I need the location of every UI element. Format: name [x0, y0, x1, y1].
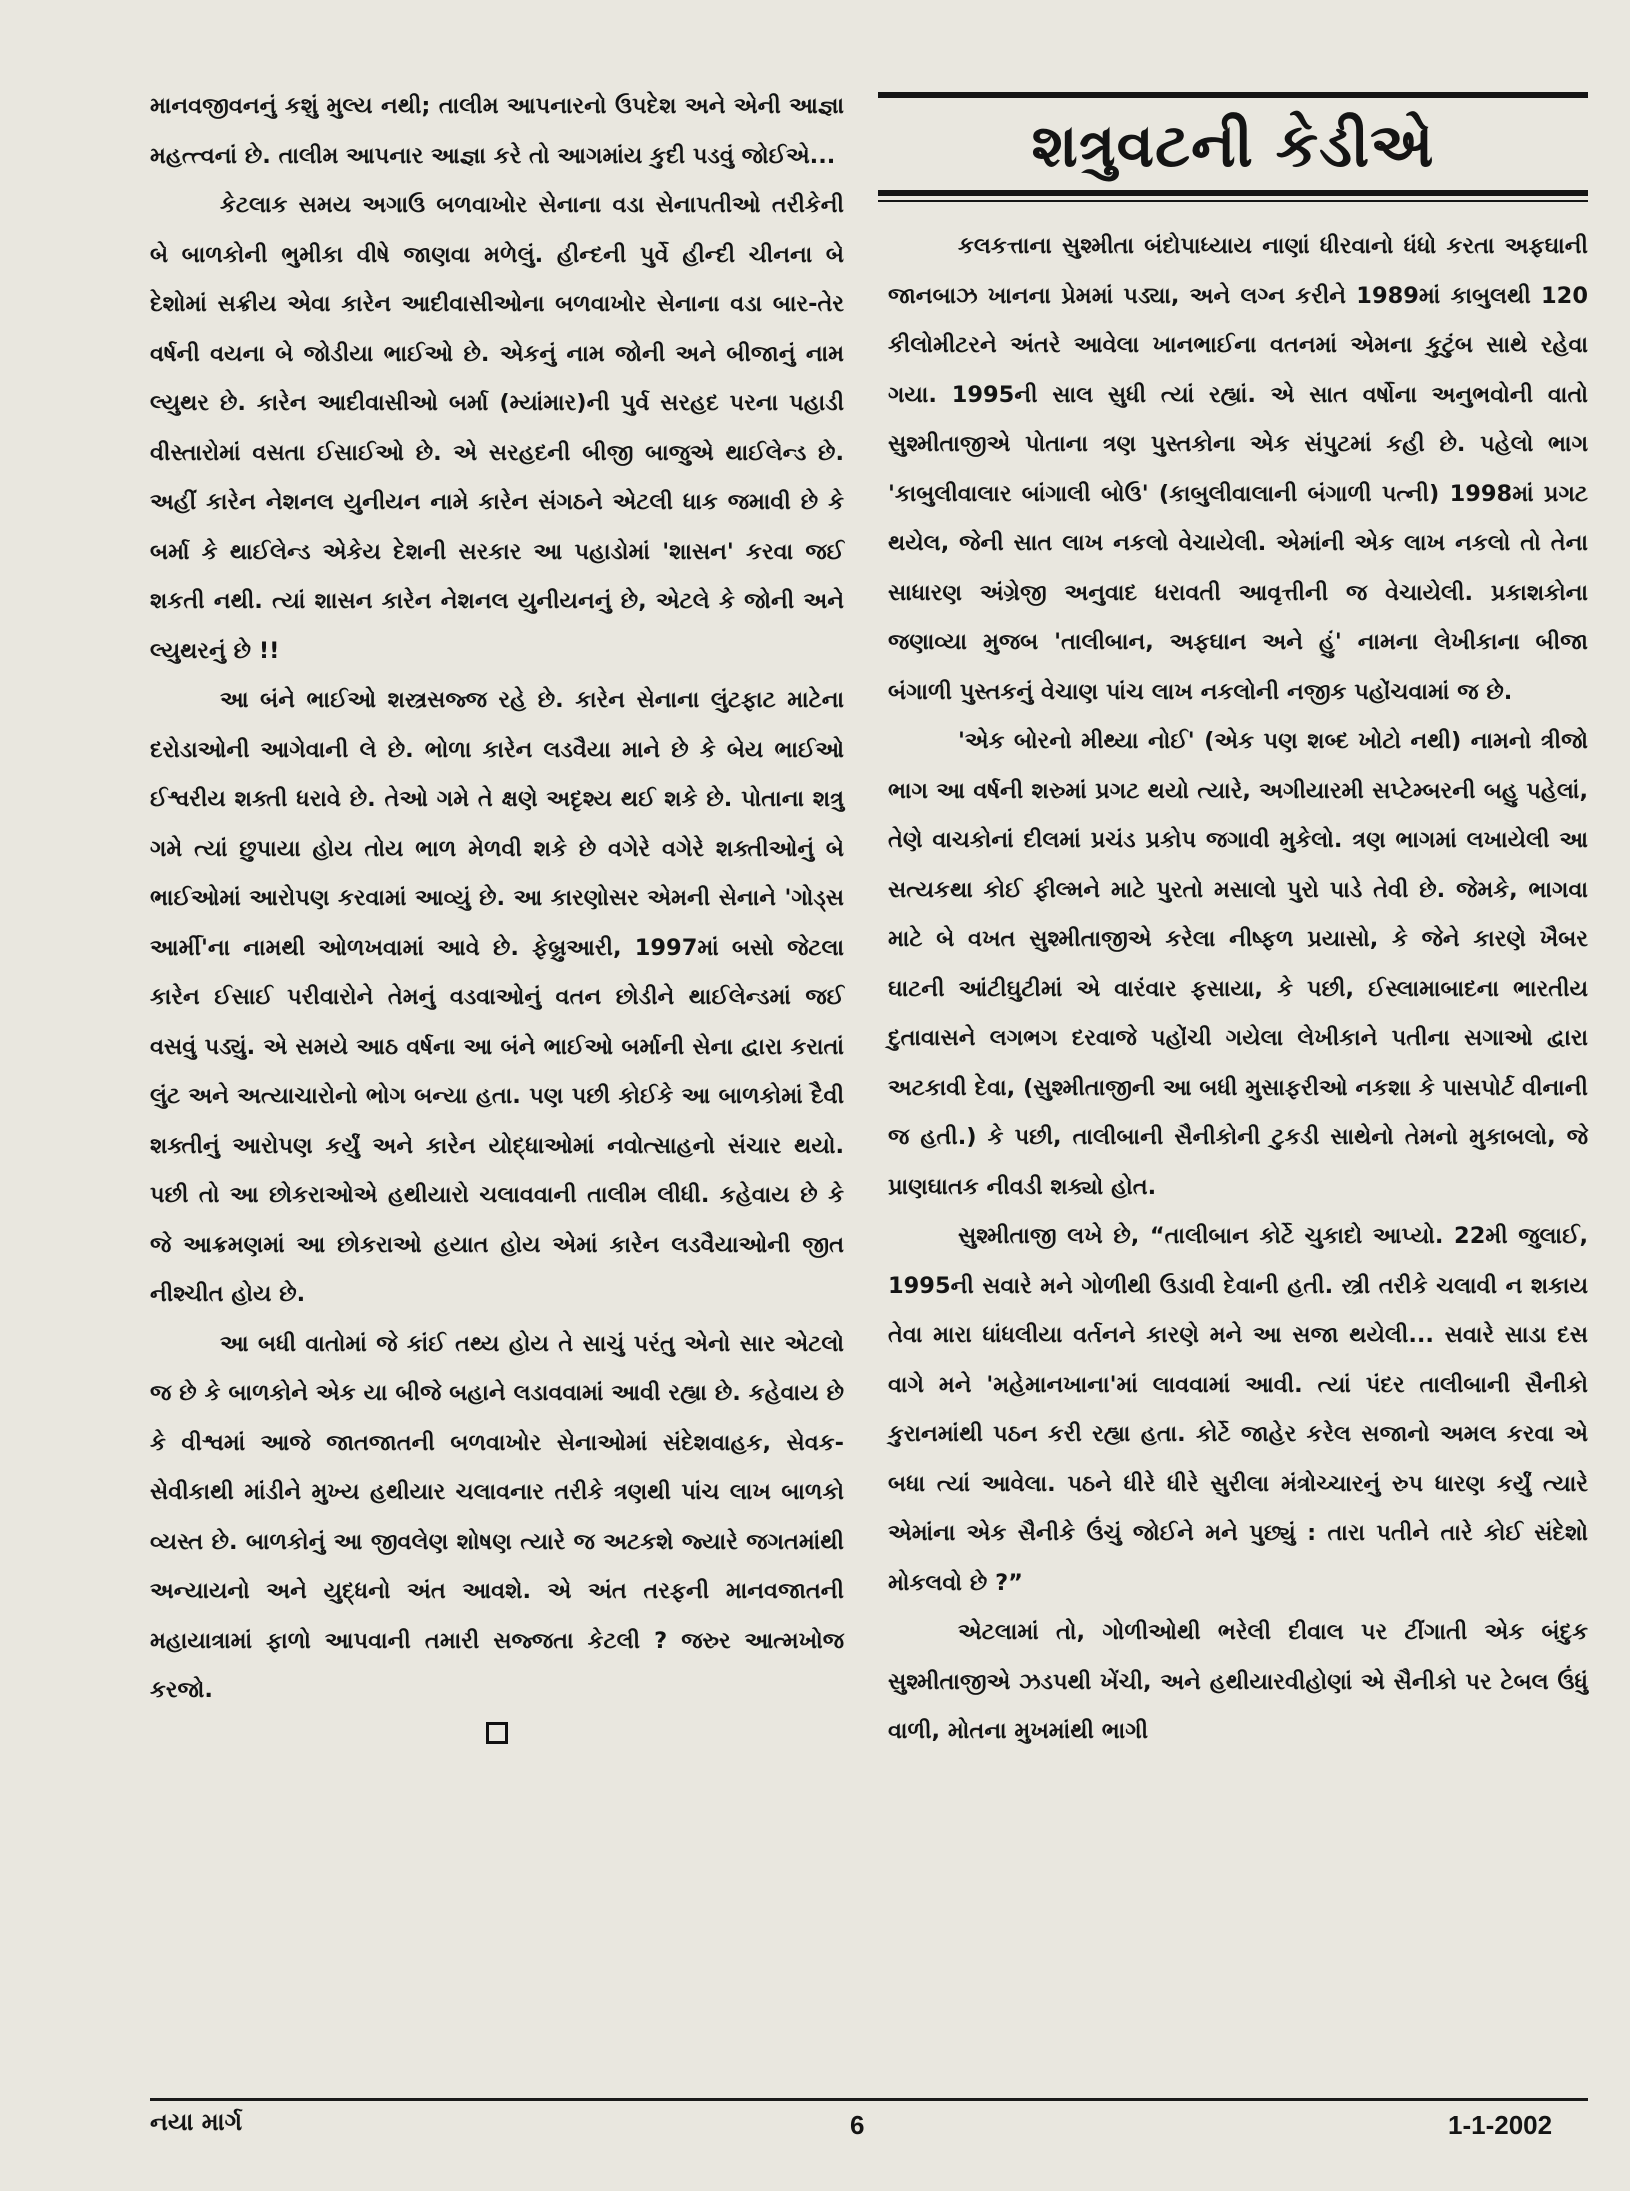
paragraph: કલકત્તાના સુશ્મીતા બંદોપાધ્યાય નાણાં ધીરવાનો ધંધો કરતા અફઘાની જાનબાઝ ખાનના પ્રેમમાં પડ્યા, અને લગ્ન કરીને 1989માં કાબુલથી 120 કીલોમીટરને અંતરે આવેલા ખાનભાઈના વતનમાં એમના કુટુંબ સાથે રહેવા ગયા. 1995ની સાલ સુધી ત્યાં રહ્યાં. એ સાત વર્ષોના અનુભવોની વાતો સુશ્મીતાજીએ પોતાના ત્રણ પુસ્તકોના એક સંપુટમાં કહી છે. પહેલો ભાગ 'કાબુલીવાલાર બાંગાલી બોઉ' (કાબુલીવાલાની બંગાળી પત્ની) 1998માં પ્રગટ થયેલ, જેની સાત લાખ નકલો વેચાયેલી. એમાંની એક લાખ નકલો તો તેના સાધારણ અંગ્રેજી અનુવાદ ધરાવતી આવૃત્તીની જ વેચાયેલી. પ્રકાશકોના જણાવ્યા મુજબ 'તાલીબાન, અફઘાન અને હું' નામના લેખીકાના બીજા બંગાળી પુસ્તકનું વેચાણ પાંચ લાખ નકલોની નજીક પહોંચવામાં જ છે. — [888, 233, 1588, 705]
paragraph: આ બધી વાતોમાં જે કાંઈ તથ્ય હોય તે સાચું પરંતુ એનો સાર એટલો જ છે કે બાળકોને એક યા બીજે બહાને લડાવવામાં આવી રહ્યા છે. કહેવાય છે કે વીશ્વમાં આજે જાતજાતની બળવાખોર સેનાઓમાં સંદેશવાહક, સેવક-સેવીકાથી માંડીને મુખ્ય હથીયાર ચલાવનાર તરીકે ત્રણથી પાંચ લાખ બાળકો વ્યસ્ત છે. બાળકોનું આ જીવલેણ શોષણ ત્યારે જ અટકશે જ્યારે જગતમાંથી અન્યાયનો અને યુદ્ધનો અંત આવશે. એ અંત તરફની માનવજાતની મહાયાત્રામાં ફાળો આપવાની તમારી સજ્જતા કેટલી ? જરુર આત્મખોજ કરજો. — [150, 1330, 844, 1703]
left-column — [150, 82, 844, 1744]
magazine-name: નયા માર્ગ — [150, 2108, 243, 2136]
article-title-banner — [878, 92, 1588, 204]
page-number: 6 — [850, 2110, 865, 2140]
divider — [878, 92, 1588, 98]
paragraph: આ બંને ભાઈઓ શસ્ત્રસજ્જ રહે છે. કારેન સેનાના લુંટફાટ માટેના દરોડાઓની આગેવાની લે છે. ભોળા કારેન લડવૈયા માને છે કે બેય ભાઈઓ ઈશ્વરીય શક્તી ધરાવે છે. તેઓ ગમે તે ક્ષણે અદૃશ્ય થઈ શકે છે. પોતાના શત્રુ ગમે ત્યાં છુપાયા હોય તોય ભાળ મેળવી શકે છે વગેરે વગેરે શક્તીઓનું બે ભાઈઓમાં આરોપણ કરવામાં આવ્યું છે. આ કારણોસર એમની સેનાને 'ગોડ્સ આર્મી'ના નામથી ઓળખવામાં આવે છે. ફેબ્રુઆરી, 1997માં બસો જેટલા કારેન ઈસાઈ પરીવારોને તેમનું વડવાઓનું વતન છોડીને થાઈલેન્ડમાં જઈ વસવું પડ્યું. એ સમયે આઠ વર્ષના આ બંને ભાઈઓ બર્માની સેના દ્વારા કરાતાં લુંટ અને અત્યાચારોનો ભોગ બન્યા હતા. પણ પછી કોઈકે આ બાળકોમાં દૈવી શક્તીનું આરોપણ કર્યું અને કારેન યોદ્ધાઓમાં નવોત્સાહનો સંચાર થયો. પછી તો આ છોકરાઓએ હથીયારો ચલાવવાની તાલીમ લીધી. કહેવાય છે કે જે આક્રમણમાં આ છોકરાઓ હયાત હોય એમાં કારેન લડવૈયાઓની જીત નીશ્ચીત હોય છે. — [150, 687, 844, 1307]
footer-divider — [150, 2098, 1588, 2101]
paragraph: 'એક બોરનો મીથ્યા નોઈ' (એક પણ શબ્દ ખોટો નથી) નામનો ત્રીજો ભાગ આ વર્ષની શરુમાં પ્રગટ થયો ત્યારે, અગીયારમી સપ્ટેમ્બરની બહુ પહેલાં, તેણે વાચકોનાં દીલમાં પ્રચંડ પ્રકોપ જગાવી મુકેલો. ત્રણ ભાગમાં લખાયેલી આ સત્યકથા કોઈ ફીલ્મને માટે પુરતો મસાલો પુરો પાડે તેવી છે. જેમકે, ભાગવા માટે બે વખત સુશ્મીતાજીએ કરેલા નીષ્ફળ પ્રયાસો, કે જેને કારણે ખૈબર ઘાટની આંટીઘુટીમાં એ વારંવાર ફસાયા, કે પછી, ઈસ્લામાબાદના ભારતીય દુતાવાસને લગભગ દરવાજે પહોંચી ગયેલા લેખીકાને પતીના સગાઓ દ્વારા અટકાવી દેવા, (સુશ્મીતાજીની આ બધી મુસાફરીઓ નકશા કે પાસપોર્ટ વીનાની જ હતી.) કે પછી, તાલીબાની સૈનીકોની ટુકડી સાથેનો તેમનો મુકાબલો, જે પ્રાણઘાતક નીવડી શક્યો હોત. — [888, 728, 1588, 1200]
divider — [878, 190, 1588, 196]
end-of-article-mark — [486, 1722, 508, 1744]
paragraph: માનવજીવનનું કશું મુલ્ય નથી; તાલીમ આપનારનો ઉપદેશ અને એની આજ્ઞા મહત્ત્વનાં છે. તાલીમ આપનાર આજ્ઞા કરે તો આગમાંય કુદી પડવું જોઈએ... — [150, 93, 844, 169]
right-column — [888, 222, 1588, 1757]
paragraph: સુશ્મીતાજી લખે છે, “તાલીબાન કોર્ટે ચુકાદો આપ્યો. 22મી જુલાઈ, 1995ની સવારે મને ગોળીથી ઉડાવી દેવાની હતી. સ્ત્રી તરીકે ચલાવી ન શકાય તેવા મારા ધાંધલીયા વર્તનને કારણે મને આ સજા થયેલી... સવારે સાડા દસ વાગે મને 'મહેમાનખાના'માં લાવવામાં આવી. ત્યાં પંદર તાલીબાની સૈનીકો કુરાનમાંથી પઠન કરી રહ્યા હતા. કોર્ટે જાહેર કરેલ સજાનો અમલ કરવા એ બધા ત્યાં આવેલા. પઠને ધીરે ધીરે સુરીલા મંત્રોચ્ચારનું રુપ ધારણ કર્યું ત્યારે એમાંના એક સૈનીકે ઉંચું જોઈને મને પુછ્યું : તારા પતીને તારે કોઈ સંદેશો મોકલવો છે ?” — [888, 1223, 1588, 1596]
article-title: શત્રુવટની કેડીએ — [1031, 111, 1435, 181]
issue-date: 1-1-2002 — [1448, 2110, 1553, 2140]
divider — [878, 200, 1588, 202]
paragraph: કેટલાક સમય અગાઉ બળવાખોર સેનાના વડા સેનાપતીઓ તરીકેની બે બાળકોની ભુમીકા વીષે જાણવા મળેલું. હીન્દની પુર્વે હીન્દી ચીનના બે દેશોમાં સક્રીય એવા કારેન આદીવાસીઓના બળવાખોર સેનાના વડા બાર-તેર વર્ષની વયના બે જોડીયા ભાઈઓ છે. એકનું નામ જોની અને બીજાનું નામ લ્યુથર છે. કારેન આદીવાસીઓ બર્મા (મ્યાંમાર)ની પુર્વ સરહદ પરના પહાડી વીસ્તારોમાં વસતા ઈસાઈઓ છે. એ સરહદની બીજી બાજુએ થાઈલેન્ડ છે. અહીં કારેન નેશનલ યુનીયન નામે કારેન સંગઠને એટલી ધાક જમાવી છે કે બર્મા કે થાઈલેન્ડ એકેય દેશની સરકાર આ પહાડોમાં 'શાસન' કરવા જઈ શકતી નથી. ત્યાં શાસન કારેન નેશનલ યુનીયનનું છે, એટલે કે જોની અને લ્યુથરનું છે !! — [150, 192, 844, 664]
paragraph: એટલામાં તો, ગોળીઓથી ભરેલી દીવાલ પર ટીંગાતી એક બંદુક સુશ્મીતાજીએ ઝડપથી ખેંચી, અને હથીયારવીહોણાં એ સૈનીકો પર ટેબલ ઉંધું વાળી, મોતના મુખમાંથી ભાગી — [888, 1619, 1588, 1744]
